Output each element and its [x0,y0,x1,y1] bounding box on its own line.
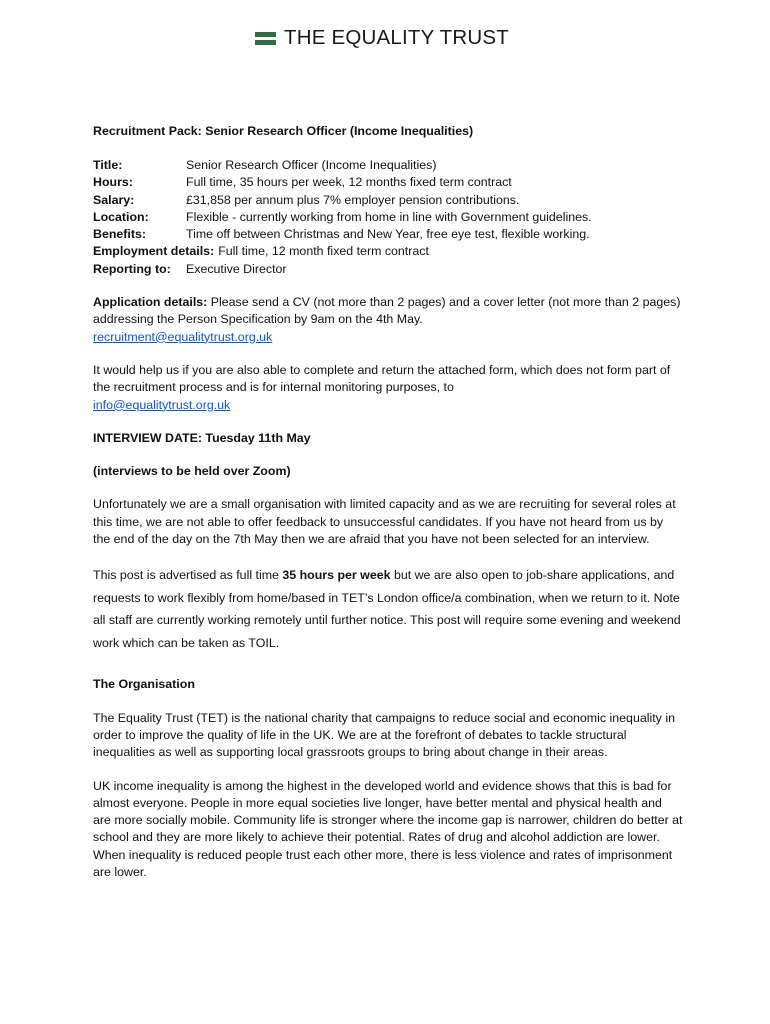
post-paragraph [93,564,683,654]
monitoring-text: It would help us if you are also able to complete and return the attached form, which does not form part of the recruitment process and is for internal monitoring purposes, to [93,362,671,395]
detail-value: Flexible - currently working from home in line with Government guidelines. [186,209,592,224]
detail-label: Title: [93,158,123,172]
detail-value: Full time, 35 hours per week, 12 months fixed term contract [186,175,512,190]
post-text-before: This post is advertised as full time [93,568,283,583]
interview-date-text: INTERVIEW DATE: Tuesday 11th May [93,430,311,445]
detail-row-salary [93,192,683,209]
equals-logo-icon [255,32,276,45]
detail-row-hours [93,174,683,191]
post-text-after: but we are also open to job-share applications, and requests to work flexibly from home/based in TET’s London office/a combination, when we return to it. Note all staff are currently working remotely until further notice. This post will require some evening and weekend work which can be taken as TOIL. [93,568,681,650]
brand-logo [255,26,509,50]
detail-row-reporting [93,261,683,278]
application-label: Application details: [93,295,208,310]
detail-row-employment [93,243,683,260]
recruitment-email-link[interactable]: recruitment@equalitytrust.org.uk [93,329,273,344]
detail-value: Executive Director [186,261,287,276]
application-paragraph [93,294,683,346]
organisation-heading-text: The Organisation [93,677,195,692]
job-details [93,157,683,278]
interview-date [93,430,683,447]
detail-value: Time off between Christmas and New Year, free eye test, flexible working. [186,227,590,242]
detail-value: £31,858 per annum plus 7% employer pension contributions. [186,192,520,207]
document-title: Recruitment Pack: Senior Research Officer (Income Inequalities) [93,124,474,138]
detail-row-title [93,157,683,174]
detail-label: Salary: [93,192,135,207]
detail-label: Benefits: [93,227,147,242]
info-email-link[interactable]: info@equalitytrust.org.uk [93,397,231,412]
detail-label: Employment details: [93,244,215,259]
detail-label: Reporting to: [93,261,171,276]
application-text: Please send a CV (not more than 2 pages) and a cover letter (not more than 2 pages) addressing the Person Specification by 9am on the 4th May. [93,295,681,327]
monitoring-paragraph [93,362,683,414]
organisation-heading [93,676,683,693]
organisation-paragraph-2: UK income inequality is among the highest in the developed world and evidence shows that this is bad for almost everyone. People in more equal societies live longer, have better mental and physical health and are more socially mobile. Community life is stronger where the income gap is narrower, children do better at school and they are more likely to achieve their potential. Rates of drug and alcohol addiction are lower. When inequality is reduced people trust each other more, there is less violence and rates of imprisonment are lower. [93,778,683,880]
brand-name: THE EQUALITY TRUST [284,26,509,49]
detail-value: Full time, 12 month fixed term contract [218,244,429,259]
document-body [93,123,683,881]
organisation-paragraph-1: The Equality Trust (TET) is the national charity that campaigns to reduce social and economic inequality in order to improve the quality of life in the UK. We are at the forefront of debates to tackle structural inequalities as well as supporting local grassroots groups to bring about change in their areas. [93,710,675,760]
detail-label: Hours: [93,175,133,190]
detail-row-benefits [93,226,683,243]
interview-note-text: (interviews to be held over Zoom) [93,464,291,479]
detail-value: Senior Research Officer (Income Inequalities) [186,158,437,172]
feedback-paragraph: Unfortunately we are a small organisation with limited capacity and as we are recruiting for several roles at this time, we are not able to offer feedback to unsuccessful candidates. If you have not heard from us by the end of the day on the 7th May then we are afraid that you have not been selected for an interview. [93,497,676,547]
detail-row-location [93,209,683,226]
post-hours-bold: 35 hours per week [282,568,391,583]
detail-label: Location: [93,209,149,224]
interview-note [93,463,683,480]
